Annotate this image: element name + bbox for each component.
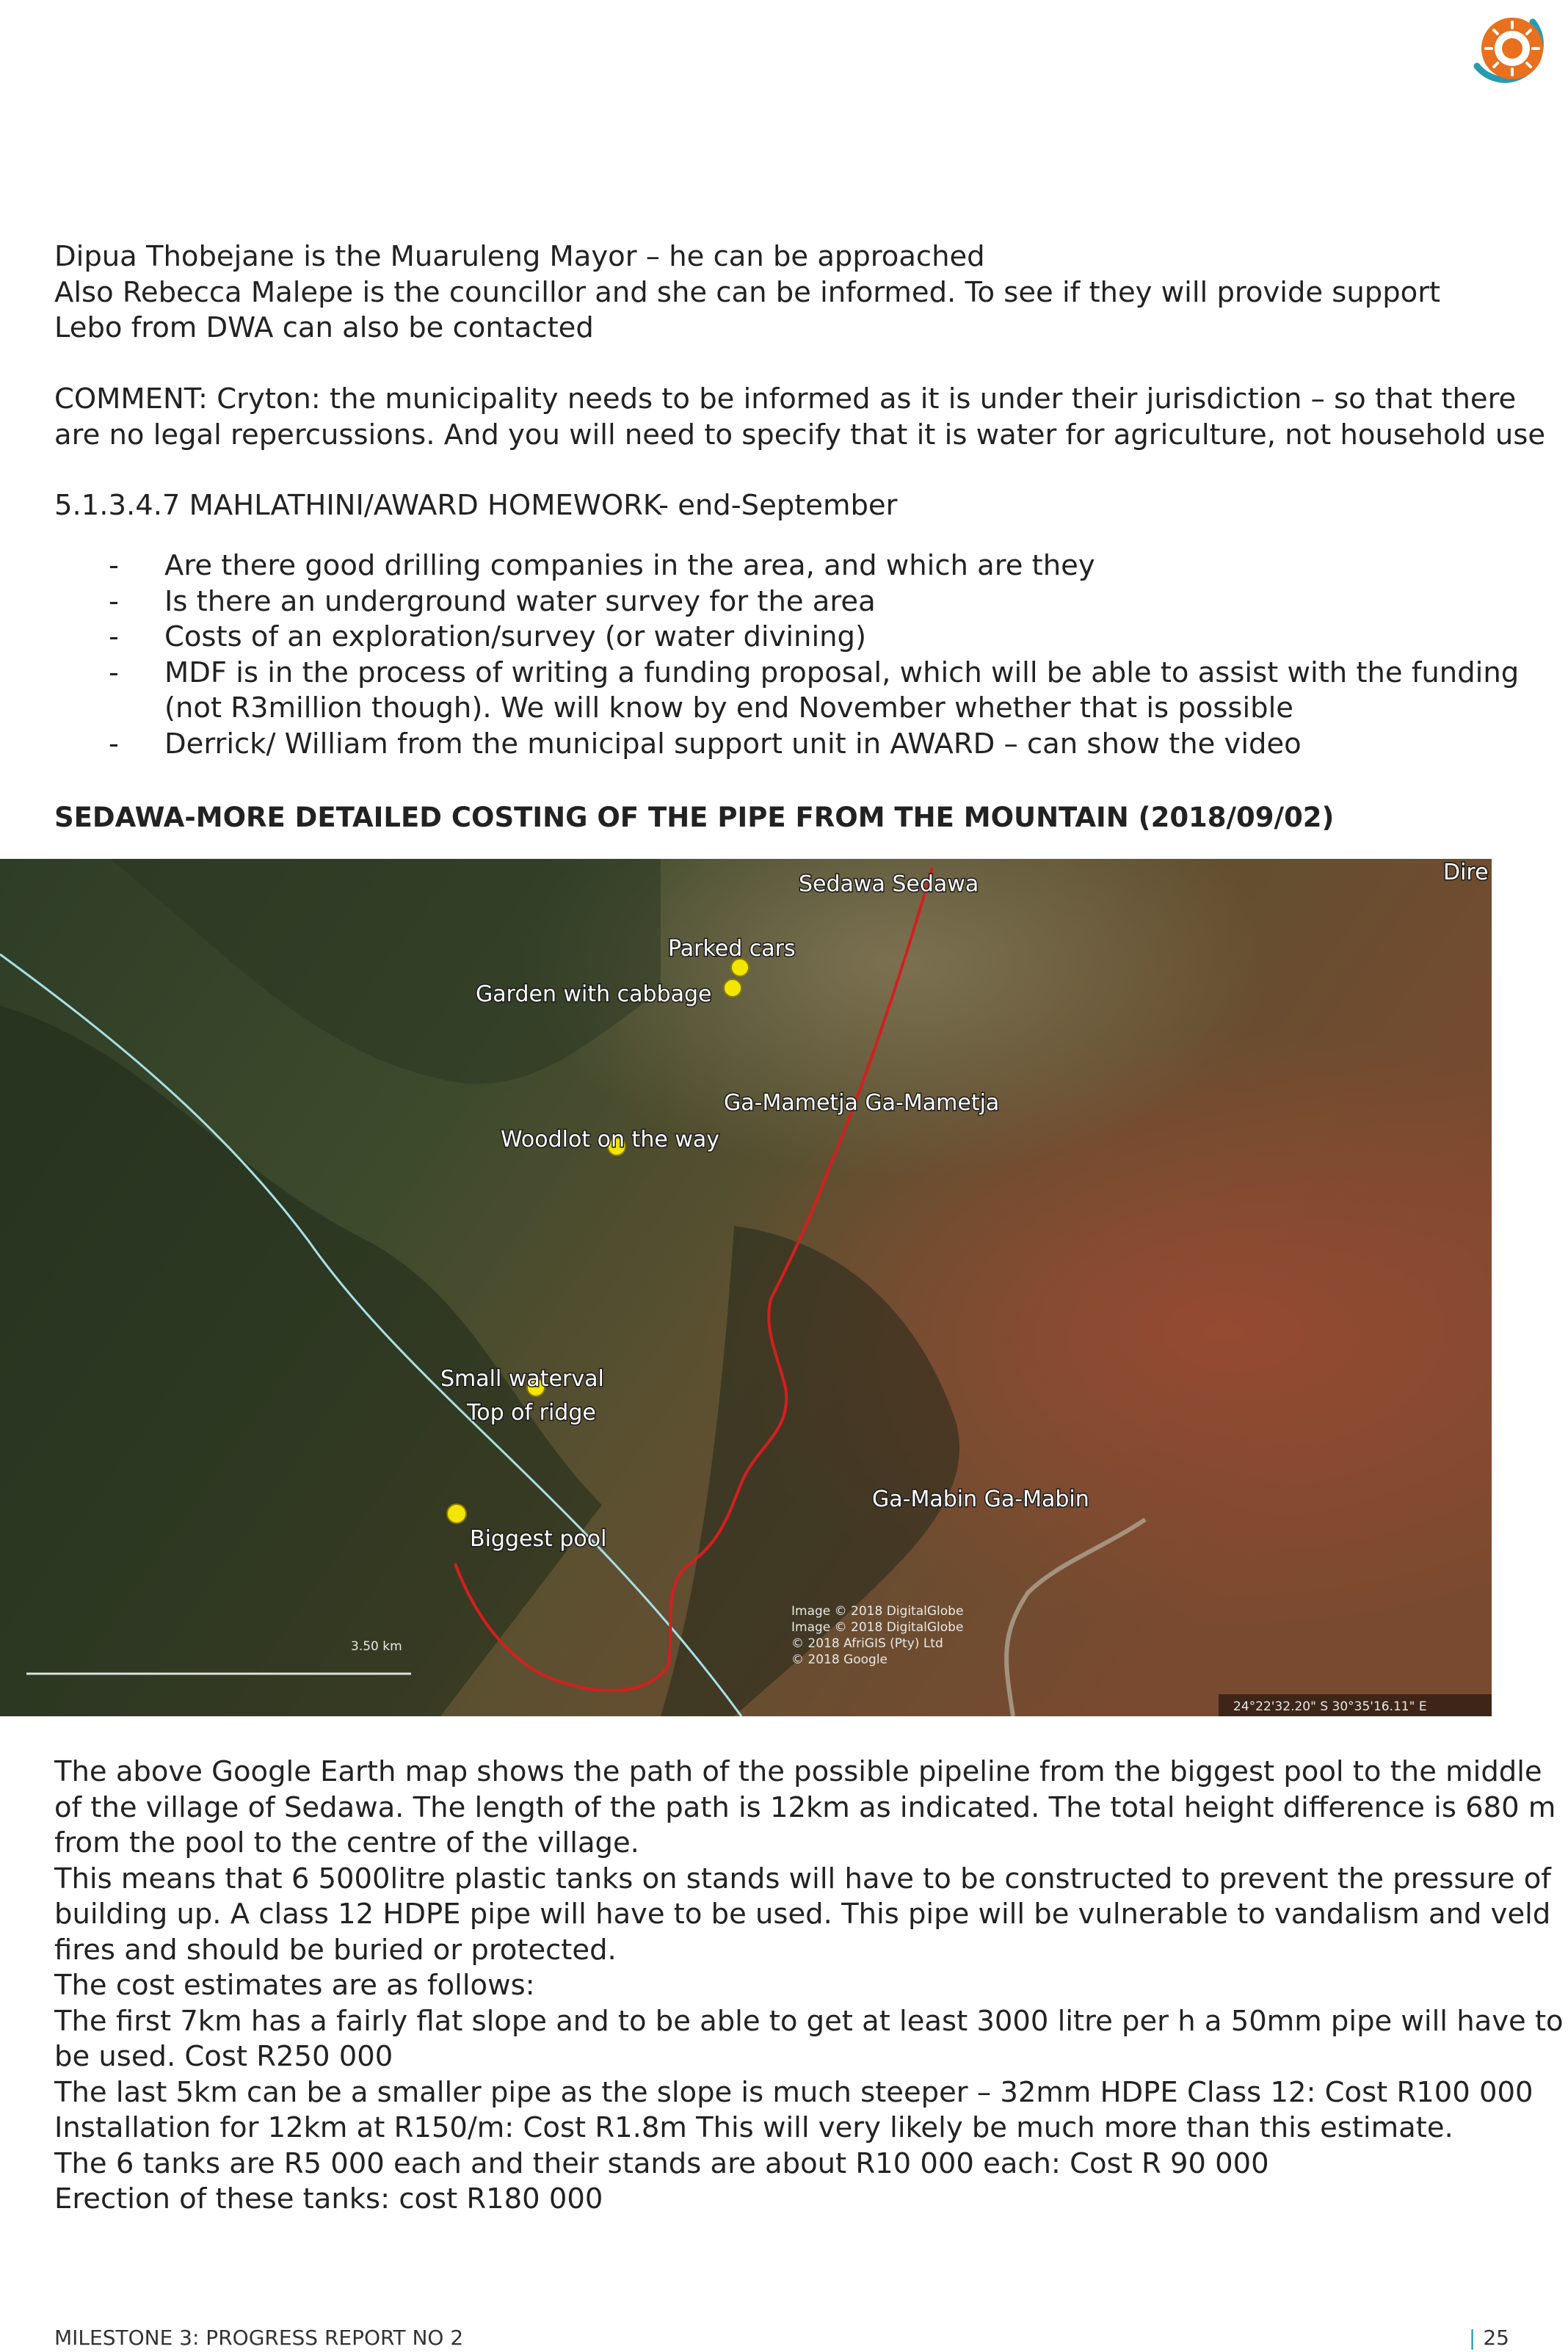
map-label-mabin: Ga-Mabin Ga-Mabin [872, 1487, 1089, 1512]
map-scale-label: 3.50 km [351, 1639, 402, 1654]
list-item-text: Costs of an exploration/survey (or water divining) [164, 620, 867, 653]
organisation-logo [1445, 0, 1568, 110]
intro-line: Also Rebecca Malepe is the councillor and she can be informed. To see if they will provide support [54, 275, 1441, 309]
intro-paragraph [54, 239, 1530, 346]
footer-title: MILESTONE 3: PROGRESS REPORT NO 2 [54, 2326, 464, 2350]
body-line: fires and should be buried or protected. [54, 1933, 617, 1967]
body-line: The above Google Earth map shows the path of the possible pipeline from the biggest pool to the middle [54, 1755, 1542, 1788]
body-line: of the village of Sedawa. The length of the path is 12km as indicated. The total height difference is 680 m [54, 1790, 1556, 1824]
comment-paragraph [54, 382, 1546, 453]
map-credit: © 2018 AfriGIS (Pty) Ltd [791, 1636, 943, 1651]
body-line: The 6 tanks are R5 000 each and their stands are about R10 000 each: Cost R 90 000 [54, 2146, 1269, 2180]
list-item-text: Derrick/ William from the municipal support unit in AWARD – can show the video [164, 727, 1302, 761]
map-section-heading: SEDAWA-MORE DETAILED COSTING OF THE PIPE FROM THE MOUNTAIN (2018/09/02) [54, 802, 1335, 833]
map-label-sedawa: Sedawa Sedawa [799, 871, 979, 897]
map-label-mametja: Ga-Mametja Ga-Mametja [724, 1090, 1000, 1116]
list-item [54, 656, 1519, 727]
body-line: The first 7km has a fairly flat slope and to be able to get at least 3000 litre per h a 50mm pipe will have to [54, 2004, 1564, 2038]
map-label-woodlot: Woodlot on the way [501, 1127, 719, 1153]
list-item [54, 548, 1519, 584]
map-label-waterval: Small waterval [440, 1366, 604, 1392]
list-item-text: MDF is in the process of writing a funding proposal, which will be able to assist with the funding [164, 656, 1520, 689]
body-line: Installation for 12km at R150/m: Cost R1.8m This will very likely be much more than this estimate. [54, 2111, 1453, 2144]
body-line: This means that 6 5000litre plastic tanks on stands will have to be constructed to prevent the pressure of [54, 1862, 1551, 1895]
map-credit: Image © 2018 DigitalGlobe [791, 1620, 964, 1635]
satellite-map [0, 859, 1492, 1716]
map-label-ridge: Top of ridge [467, 1400, 596, 1426]
map-coordinates: 24°22'32.20" S 30°35'16.11" E [1233, 1699, 1427, 1714]
body-line: The last 5km can be a smaller pipe as the slope is much steeper – 32mm HDPE Class 12: Cost R100 000 [54, 2075, 1533, 2109]
body-line: building up. A class 12 HDPE pipe will have to be used. This pipe will be vulnerable to vandalism and veld [54, 1898, 1551, 1931]
bullet-dash: - [109, 549, 119, 582]
bullet-dash: - [109, 584, 119, 618]
comment-line: COMMENT: Cryton: the municipality needs to be informed as it is under their jurisdiction – so that there [54, 382, 1517, 415]
body-paragraph [54, 1754, 1564, 2218]
intro-line: Lebo from DWA can also be contacted [54, 311, 594, 344]
map-label-parked-cars: Parked cars [668, 936, 796, 962]
body-line: The cost estimates are as follows: [54, 1969, 535, 2002]
body-line: from the pool to the centre of the village. [54, 1826, 639, 1859]
bullet-dash: - [109, 656, 119, 689]
list-item-text: Is there an underground water survey for the area [164, 584, 876, 618]
list-item-text: (not R3million though). We will know by end November whether that is possible [164, 692, 1293, 725]
comment-line: are no legal repercussions. And you will need to specify that it is water for agriculture, not household use [54, 418, 1546, 451]
body-line: be used. Cost R250 000 [54, 2040, 393, 2073]
footer-separator: | [1468, 2326, 1476, 2350]
map-label-direction: Dire [1443, 860, 1489, 885]
map-credit: © 2018 Google [791, 1652, 888, 1667]
body-line: Erection of these tanks: cost R180 000 [54, 2182, 603, 2215]
map-label-garden: Garden with cabbage [476, 981, 712, 1007]
homework-list [54, 548, 1519, 762]
intro-line: Dipua Thobejane is the Muaruleng Mayor – he can be approached [54, 240, 985, 273]
list-item-text: Are there good drilling companies in the area, and which are they [164, 549, 1095, 582]
bullet-dash: - [109, 620, 119, 653]
list-item [54, 727, 1519, 763]
section-heading: 5.1.3.4.7 MAHLATHINI/AWARD HOMEWORK- end-September [54, 489, 898, 522]
list-item [54, 620, 1519, 656]
map-label-biggest-pool: Biggest pool [470, 1526, 607, 1552]
footer-page [1469, 2326, 1509, 2350]
list-item [54, 584, 1519, 620]
page-number: 25 [1483, 2326, 1509, 2350]
bullet-dash: - [109, 727, 119, 761]
map-credit: Image © 2018 DigitalGlobe [791, 1604, 964, 1619]
